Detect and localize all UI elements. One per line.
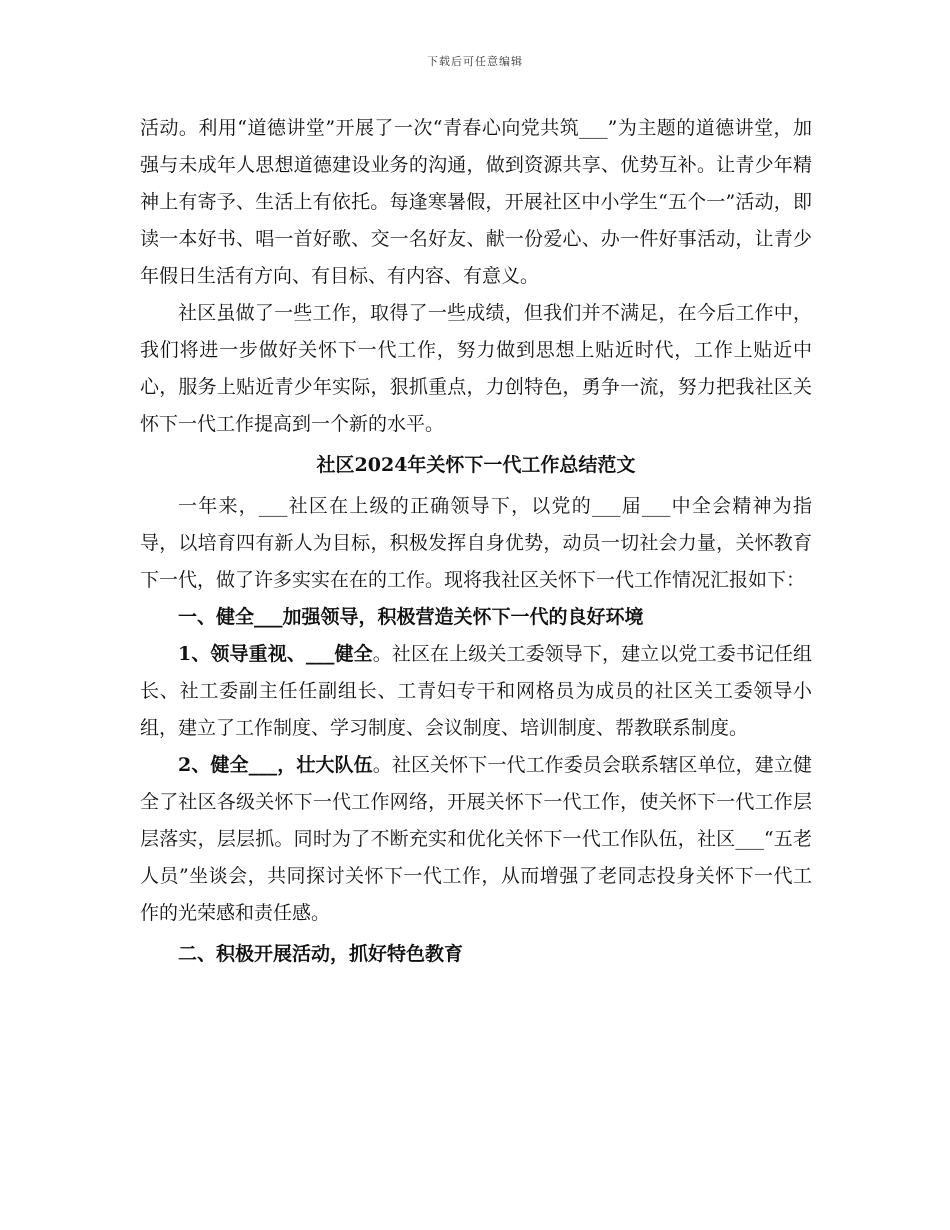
page-header-note: 下载后可任意编辑 (427, 55, 523, 68)
list-item-1 (140, 636, 812, 747)
paragraph-activities: 活动。利用“道德讲堂”开展了一次“青春心向党共筑___”为主题的道德讲堂，加强与未成年人思想道德建设业务的沟通，做到资源共享、优势互补。让青少年精神上有寄予、生活上有依托。每逢寒暑假，开展社区中小学生“五个一”活动，即读一本好书、唱一首好歌、交一名好友、献一份爱心、办一件好事活动，让青少年假日生活有方向、有目标、有内容、有意义。 (140, 117, 812, 287)
document-body (140, 110, 812, 973)
section-heading-2: 二、积极开展活动，抓好特色教育 (178, 943, 464, 965)
list-item-1-body: 。社区在上级关工委领导下，建立以党工委书记任组长、社工委副主任任副组长、工青妇专干和网格员为成员的社区关工委领导小组，建立了工作制度、学习制度、会议制度、培训制度、帮教联系制度。 (140, 643, 812, 739)
paragraph-conclusion: 社区虽做了一些工作，取得了一些成绩，但我们并不满足，在今后工作中，我们将进一步做好关怀下一代工作，努力做到思想上贴近时代，工作上贴近中心，服务上贴近青少年实际，狠抓重点，力创特色，勇争一流，努力把我社区关怀下一代工作提高到一个新的水平。 (140, 302, 812, 435)
list-item-2 (140, 747, 812, 932)
document-title: 社区2024年关怀下一代工作总结范文 (316, 454, 636, 476)
list-item-2-body: 。社区关怀下一代工作委员会联系辖区单位，建立健全了社区各级关怀下一代工作网络，开展关怀下一代工作，使关怀下一代工作层层落实，层层抓。同时为了不断充实和优化关怀下一代工作队伍，社区___“五老人员”坐谈会，共同探讨关怀下一代工作，从而增强了老同志投身关怀下一代工作的光荣感和责任感。 (140, 754, 812, 924)
section-heading-1: 一、健全___加强领导，积极营造关怀下一代的良好环境 (178, 606, 644, 628)
list-item-2-title: 2、健全___，壮大队伍 (178, 754, 373, 776)
list-item-1-title: 1、领导重视、___健全 (178, 643, 373, 665)
paragraph-intro: 一年来，___社区在上级的正确领导下，以党的___届___中全会精神为指导，以培育四有新人为目标，积极发挥自身优势，动员一切社会力量，关怀教育下一代，做了许多实实在在的工作。现将我社区关怀下一代工作情况汇报如下： (140, 495, 812, 591)
